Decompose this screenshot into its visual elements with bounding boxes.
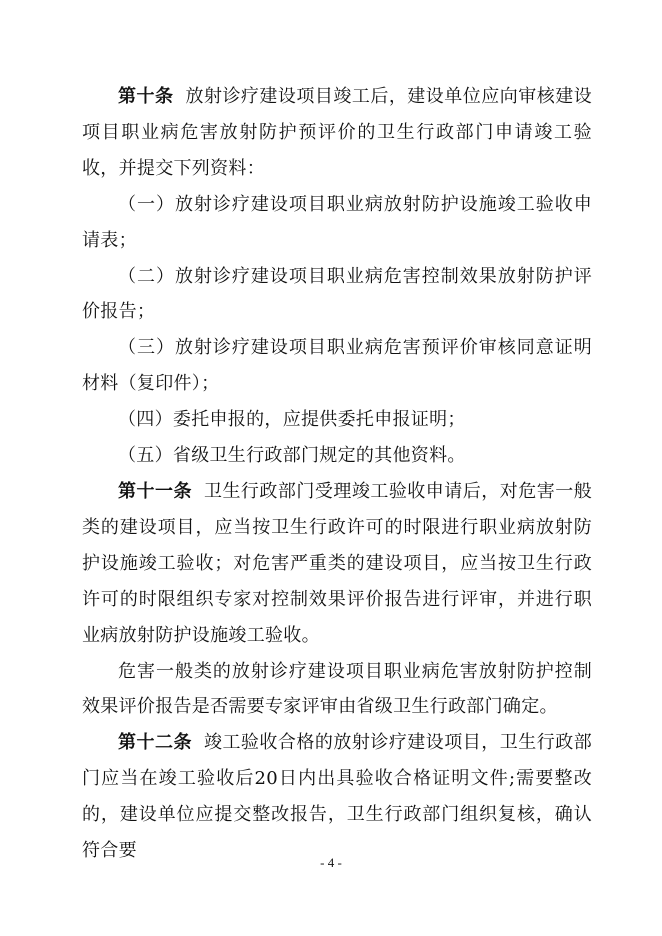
article-12-paragraph xyxy=(82,725,592,869)
article-11-note: 危害一般类的放射诊疗建设项目职业病危害放射防护控制效果评价报告是否需要专家评审由省级卫生行政部门确定。 xyxy=(82,660,592,718)
article-10-item-4: （四）委托申报的，应提供委托申报证明； xyxy=(118,409,466,431)
article-12-number: 第十二条 xyxy=(118,732,192,754)
article-10-text: 放射诊疗建设项目竣工后，建设单位应向审核建设项目职业病危害放射防护预评价的卫生行政部门申请竣工验收，并提交下列资料： xyxy=(82,86,592,179)
article-12-text: 竣工验收合格的放射诊疗建设项目，卫生行政部门应当在竣工验收后20日内出具验收合格证明文件;需要整改的，建设单位应提交整改报告，卫生行政部门组织复核，确认符合要 xyxy=(82,732,592,862)
document-body xyxy=(82,79,592,869)
article-11-number: 第十一条 xyxy=(118,480,192,502)
article-10-item-2: （二）放射诊疗建设项目职业病危害控制效果放射防护评价报告； xyxy=(82,265,592,323)
article-10-item-3: （三）放射诊疗建设项目职业病危害预评价审核同意证明材料（复印件）； xyxy=(82,337,592,395)
article-10-paragraph xyxy=(82,79,592,187)
article-10-number: 第十条 xyxy=(118,86,174,107)
article-11-paragraph xyxy=(82,474,592,654)
article-10-item-5: （五）省级卫生行政部门规定的其他资料。 xyxy=(118,445,466,467)
page-number: - 4 - xyxy=(320,855,342,870)
article-10-item-1: （一）放射诊疗建设项目职业病放射防护设施竣工验收申请表； xyxy=(82,193,592,251)
article-11-text: 卫生行政部门受理竣工验收申请后，对危害一般类的建设项目，应当按卫生行政许可的时限进行职业病放射防护设施竣工验收；对危害严重类的建设项目，应当按卫生行政许可的时限组织专家对控制效果评价报告进行评审，并进行职业病放射防护设施竣工验收。 xyxy=(82,480,592,646)
